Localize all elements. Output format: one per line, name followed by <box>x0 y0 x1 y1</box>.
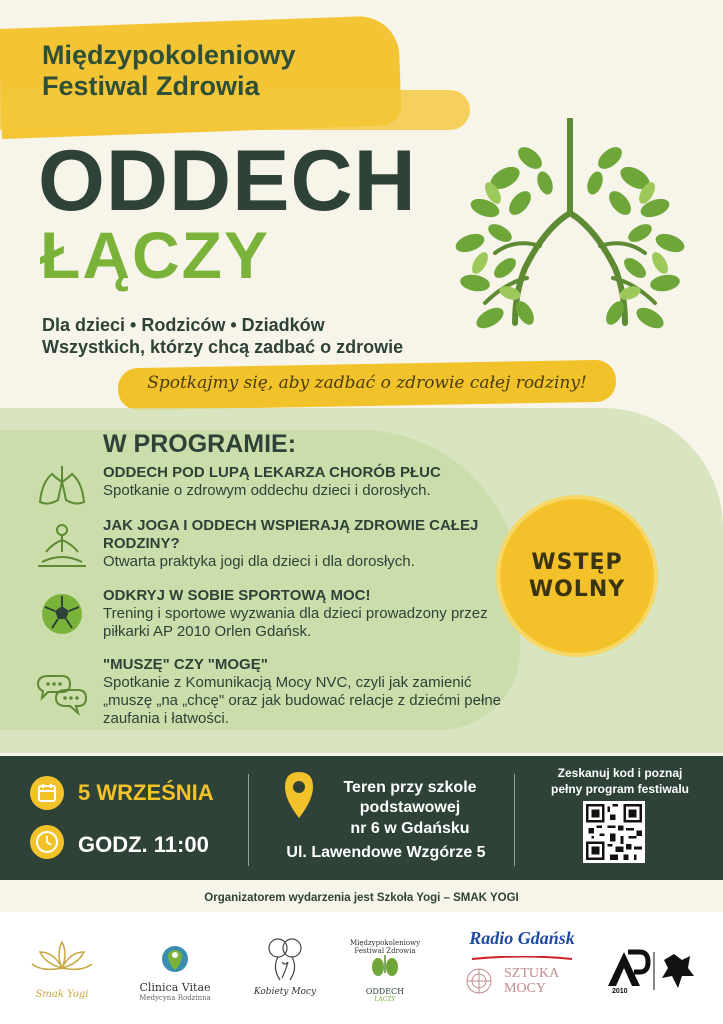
audience-line-1: Dla dzieci • Rodziców • Dziadków <box>42 315 325 335</box>
event-info-bar <box>0 756 723 880</box>
free-entry-badge <box>496 495 658 657</box>
qr-line-2: pełny program festiwalu <box>550 781 690 796</box>
program-item-1 <box>103 464 523 500</box>
festival-small-line-1: Międzypokoleniowy <box>349 939 421 947</box>
kobiety-mocy-logo <box>250 934 320 997</box>
soccer-ball-icon <box>34 590 90 638</box>
festival-small-line-2: Festiwal Zdrowia <box>354 946 416 955</box>
organizer-note: Organizatorem wydarzenia jest Szkoła Yogi – SMAK YOGI <box>204 892 519 904</box>
event-date: 5 WRZEŚNIA <box>78 780 214 805</box>
radio-gdansk-logo <box>462 928 582 967</box>
qr-code[interactable] <box>583 801 645 863</box>
yoga-icon <box>34 522 90 570</box>
title-oddech: ODDECH <box>38 133 417 229</box>
smak-yogi-logo <box>22 934 102 1000</box>
program-item-desc: Spotkanie z Komunikacją Mocy NVC, czyli jak zamienić „muszę „na „chcę" oraz jak budować relacje z dziećmi pełne zaufania i łatwości. <box>103 674 501 727</box>
program-item-desc: Otwarta praktyka jogi dla dzieci i dla dorosłych. <box>103 553 415 570</box>
program-item-2 <box>103 517 523 571</box>
calendar-icon <box>30 776 64 810</box>
sztuka-mocy-line-2: MOCY <box>504 981 547 997</box>
lungs-tree-icon <box>445 118 695 348</box>
target-audience <box>42 315 403 358</box>
divider <box>514 774 515 866</box>
radio-gdansk-text: Radio Gdańsk <box>469 928 575 948</box>
event-street: Ul. Lawendowe Wzgórze 5 <box>286 844 486 861</box>
clinica-vitae-text: Clinica Vitae <box>139 981 211 994</box>
divider <box>248 774 249 866</box>
location-line-1: Teren przy szkole <box>343 779 477 796</box>
program-heading: W PROGRAMIE: <box>103 430 297 458</box>
festival-small-line-4: ŁĄCZY <box>374 996 396 1004</box>
sponsor-logos <box>0 912 723 1024</box>
festival-small-line-3: ODDECH <box>365 987 405 997</box>
program-item-title: "MUSZĘ" CZY "MOGĘ" <box>103 656 268 673</box>
program-item-title: ODKRYJ W SOBIE SPORTOWĄ MOC! <box>103 587 371 604</box>
entry-line-1: WSTĘP <box>531 549 623 575</box>
clock-icon <box>30 825 64 859</box>
ap-2010-logo <box>602 946 702 1001</box>
subtitle-line-1: Międzypokoleniowy <box>42 40 296 70</box>
kobiety-mocy-text: Kobiety Mocy <box>253 987 317 997</box>
program-item-title: JAK JOGA I ODDECH WSPIERAJĄ ZDROWIE CAŁEJ RODZINY? <box>103 517 479 552</box>
chat-bubbles-icon <box>34 670 90 718</box>
title-laczy: ŁĄCZY <box>40 218 270 292</box>
audience-line-2: Wszystkich, którzy chcą zadbać o zdrowie <box>42 336 404 357</box>
qr-line-1: Zeskanuj kod i poznaj <box>557 766 683 780</box>
festival-small-logo <box>340 940 430 1004</box>
event-time: GODZ. 11:00 <box>78 832 209 857</box>
program-item-3 <box>103 587 523 641</box>
sztuka-mocy-line-1: SZTUKA <box>504 966 560 981</box>
festival-subtitle <box>42 40 296 102</box>
subtitle-line-2: Festiwal Zdrowia <box>42 71 260 102</box>
location-line-2: podstawowej <box>359 799 461 817</box>
event-location <box>320 778 500 839</box>
location-pin-icon <box>282 770 316 820</box>
clinica-vitae-logo <box>130 942 220 1002</box>
program-item-4 <box>103 656 523 728</box>
program-item-desc: Trening i sportowe wyzwania dla dzieci prowadzony przez piłkarki AP 2010 Orlen Gdańsk. <box>103 605 488 640</box>
tagline: Spotkajmy się, aby zadbać o zdrowie całej rodziny! <box>147 373 587 393</box>
ap-year-text: 2010 <box>612 988 628 995</box>
program-item-title: ODDECH POD LUPĄ LEKARZA CHORÓB PŁUC <box>103 464 441 481</box>
clinica-vitae-subtext: Medycyna Rodzinna <box>139 994 211 1002</box>
smak-yogi-text: Smak Yogi <box>35 989 89 1000</box>
program-item-desc: Spotkanie o zdrowym oddechu dzieci i dorosłych. <box>103 482 431 499</box>
location-line-3: nr 6 w Gdańsku <box>350 819 470 837</box>
entry-line-2: WOLNY <box>528 577 626 602</box>
qr-instruction <box>520 766 720 797</box>
lungs-icon <box>34 462 90 510</box>
